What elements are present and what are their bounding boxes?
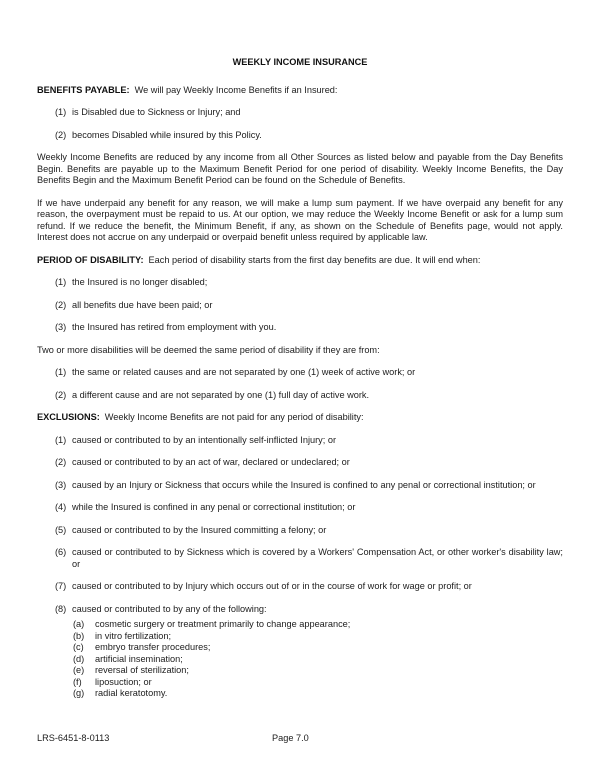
period-of-disability-paragraph (37, 255, 563, 267)
sub-list-item (37, 677, 563, 689)
page-number: Page 7.0 (272, 733, 309, 743)
page-title: WEEKLY INCOME INSURANCE (232, 57, 368, 67)
sub-list-item-letter: (f) (73, 676, 82, 687)
list-item-number: (1) (55, 107, 67, 117)
list-item-number: (7) (55, 581, 67, 591)
list-item-number: (2) (55, 129, 67, 140)
list-item (37, 107, 563, 119)
list-item (37, 581, 563, 593)
list-item-text: the Insured is no longer disabled; (72, 277, 208, 287)
list-item-number: (4) (55, 502, 67, 512)
list-item-text: becomes Disabled while insured by this Policy. (72, 129, 262, 140)
list-item-number: (1) (55, 277, 67, 287)
sub-list-item-text: reversal of sterilization; (95, 665, 189, 675)
list-item-text: caused or contributed to by Injury which occurs out of or in the course of work for wage or profit; or (72, 581, 472, 591)
sub-list-item (37, 654, 563, 666)
sub-list-item-text: radial keratotomy. (95, 688, 168, 698)
sub-list-item (37, 642, 563, 654)
list-item (37, 457, 563, 469)
list-item (37, 480, 563, 492)
list-item (37, 502, 563, 514)
sub-list-item (37, 665, 563, 677)
list-item (37, 547, 563, 570)
list-item-number: (6) (55, 547, 67, 557)
list-item-number: (3) (55, 479, 67, 490)
sub-list-item (37, 619, 563, 631)
page-footer (37, 733, 563, 745)
list-item-number: (2) (55, 299, 67, 310)
list-item-text: is Disabled due to Sickness or Injury; and (72, 107, 241, 117)
exclusions-paragraph (37, 412, 563, 424)
sub-list-item (37, 631, 563, 643)
sub-list-item-letter: (e) (73, 665, 85, 675)
list-item-number: (2) (55, 457, 67, 467)
list-item (37, 525, 563, 537)
list-item (37, 130, 563, 142)
sub-list-item-letter: (g) (73, 688, 85, 698)
list-item-number: (1) (55, 434, 67, 445)
sub-list-item (37, 688, 563, 700)
benefits-payable-intro: We will pay Weekly Income Benefits if an Insured: (134, 84, 338, 95)
list-item-text: the Insured has retired from employment with you. (72, 322, 277, 332)
sub-list-item-letter: (c) (73, 642, 84, 652)
list-item (37, 322, 563, 334)
list-item-text: caused or contributed to by Sickness which is covered by a Workers' Compensation Act, or other worker's disability law; or (72, 547, 563, 569)
list-item-number: (2) (55, 389, 67, 400)
list-item-number: (5) (55, 524, 67, 535)
underpaid-paragraph: If we have underpaid any benefit for any reason, we will make a lump sum payment. If we have overpaid any benefit for any reason, the overpayment must be repaid to us. At our option, we may reduce the Weekly Income Benefit or ask for a lump sum refund. If we reduce the benefit, the Minimum Benefit, if any, as shown on the Schedule of Benefits page, would not apply. Interest does not accrue on any underpaid or overpaid benefit unless required by applicable law. (37, 197, 563, 242)
sub-list-item-letter: (b) (73, 630, 85, 641)
benefits-payable-paragraph (37, 85, 563, 97)
list-item (37, 300, 563, 312)
other-sources-paragraph: Weekly Income Benefits are reduced by any income from all Other Sources as listed below and payable from the Day Benefits Begin. Benefits are payable up to the Maximum Benefit Period for one period of disability. Weekly Income Benefits, the Day Benefits Begin and the Maximum Benefit Period can be found on the Schedule of Benefits. (37, 152, 563, 185)
benefits-payable-heading: BENEFITS PAYABLE: (37, 84, 130, 95)
list-item-text: while the Insured is confined in any penal or correctional institution; or (72, 502, 356, 512)
period-of-disability-heading: PERIOD OF DISABILITY: (37, 254, 144, 265)
same-period-paragraph: Two or more disabilities will be deemed the same period of disability if they are from: (37, 344, 380, 355)
list-item-text: a different cause and are not separated by one (1) full day of active work. (72, 389, 370, 400)
list-item-number: (8) (55, 603, 67, 614)
exclusions-intro: Weekly Income Benefits are not paid for any period of disability: (104, 412, 364, 422)
list-item-text: caused or contributed to by an act of war, declared or undeclared; or (72, 457, 350, 467)
sub-list-item-letter: (a) (73, 619, 85, 629)
sub-list-item-text: artificial insemination; (95, 653, 183, 664)
form-number: LRS-6451-8-0113 (37, 733, 110, 743)
list-item (37, 390, 563, 402)
list-item-text: caused or contributed to by an intentionally self-inflicted Injury; or (72, 434, 337, 445)
sub-list-item-letter: (d) (73, 653, 85, 664)
period-of-disability-intro: Each period of disability starts from the first day benefits are due. It will end when: (148, 254, 481, 265)
sub-list-item-text: liposuction; or (95, 676, 152, 687)
list-item-text: caused or contributed to by the Insured committing a felony; or (72, 524, 327, 535)
list-item-number: (1) (55, 367, 67, 377)
list-item (37, 277, 563, 289)
sub-list-item-text: cosmetic surgery or treatment primarily to change appearance; (95, 619, 351, 629)
list-item (37, 367, 563, 379)
list-item (37, 435, 563, 447)
list-item-text: all benefits due have been paid; or (72, 299, 213, 310)
list-item-number: (3) (55, 322, 67, 332)
list-item-text: the same or related causes and are not separated by one (1) week of active work; or (72, 367, 416, 377)
list-item-text: caused or contributed to by any of the following: (72, 603, 267, 614)
list-item-text: caused by an Injury or Sickness that occurs while the Insured is confined to any penal or correctional institution; or (72, 479, 536, 490)
sub-list-item-text: embryo transfer procedures; (95, 642, 211, 652)
sub-list-item-text: in vitro fertilization; (95, 630, 172, 641)
list-item (37, 604, 563, 616)
exclusions-heading: EXCLUSIONS: (37, 412, 100, 422)
